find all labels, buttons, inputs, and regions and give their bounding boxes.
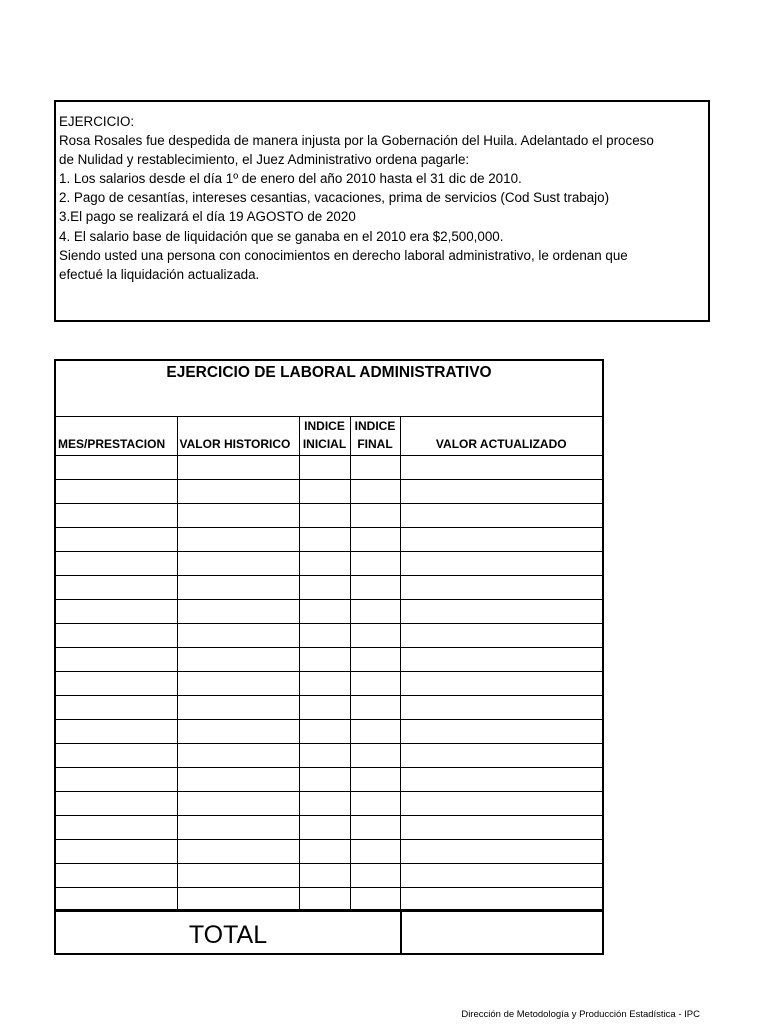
table-cell[interactable] <box>400 480 602 504</box>
table-row <box>56 720 602 744</box>
table-row <box>56 504 602 528</box>
table-cell[interactable] <box>400 864 602 888</box>
indice-final-line-2: FINAL <box>357 437 393 451</box>
table-cell[interactable] <box>56 648 177 672</box>
table-cell[interactable] <box>299 888 350 912</box>
table-cell[interactable] <box>56 744 177 768</box>
table-cell[interactable] <box>350 768 400 792</box>
table-cell[interactable] <box>350 672 400 696</box>
table-row <box>56 816 602 840</box>
table-row <box>56 672 602 696</box>
table-cell[interactable] <box>177 816 299 840</box>
table-cell[interactable] <box>56 480 177 504</box>
table-cell[interactable] <box>400 672 602 696</box>
exercise-line: 4. El salario base de liquidación que se ganaba en el 2010 era $2,500,000. <box>59 228 504 244</box>
table-cell[interactable] <box>299 840 350 864</box>
table-row <box>56 480 602 504</box>
table-cell[interactable] <box>299 504 350 528</box>
exercise-heading: EJERCICIO: <box>59 114 135 129</box>
table-cell[interactable] <box>56 696 177 720</box>
table-cell[interactable] <box>177 600 299 624</box>
table-cell[interactable] <box>350 888 400 912</box>
total-row <box>56 909 602 955</box>
table-cell[interactable] <box>400 768 602 792</box>
exercise-line: efectué la liquidación actualizada. <box>59 266 260 282</box>
table-cell[interactable] <box>177 696 299 720</box>
table-cell[interactable] <box>350 576 400 600</box>
table-cell[interactable] <box>299 816 350 840</box>
table-cell[interactable] <box>299 864 350 888</box>
table-cell[interactable] <box>350 792 400 816</box>
table-cell[interactable] <box>56 888 177 912</box>
table-cell[interactable] <box>299 528 350 552</box>
indice-inicial-line-1: INDICE <box>304 419 345 433</box>
table-cell[interactable] <box>56 528 177 552</box>
table-body <box>56 456 602 912</box>
column-header-mes-prestacion: MES/PRESTACION <box>56 417 177 456</box>
table-cell[interactable] <box>350 552 400 576</box>
table-row <box>56 696 602 720</box>
exercise-line: 2. Pago de cesantías, intereses cesantias, vacaciones, prima de servicios (Cod Sust trabajo) <box>59 190 610 206</box>
table-cell[interactable] <box>299 696 350 720</box>
table-cell[interactable] <box>56 504 177 528</box>
table-cell[interactable] <box>299 552 350 576</box>
table-cell[interactable] <box>400 816 602 840</box>
table-cell[interactable] <box>400 744 602 768</box>
table-cell[interactable] <box>400 600 602 624</box>
table-cell[interactable] <box>299 600 350 624</box>
table-cell[interactable] <box>299 648 350 672</box>
table-cell[interactable] <box>350 696 400 720</box>
column-header-valor-historico: VALOR HISTORICO <box>177 417 299 456</box>
table-row <box>56 456 602 480</box>
table-cell[interactable] <box>177 672 299 696</box>
indice-inicial-line-2: INICIAL <box>302 437 347 451</box>
table-cell[interactable] <box>299 624 350 648</box>
table-cell[interactable] <box>56 456 177 480</box>
table-cell[interactable] <box>299 720 350 744</box>
exercise-line: Siendo usted una persona con conocimientos en derecho laboral administrativo, le ordenan que <box>59 247 628 263</box>
table-cell[interactable] <box>299 456 350 480</box>
table-cell[interactable] <box>177 552 299 576</box>
liquidation-worksheet <box>54 359 604 955</box>
table-cell[interactable] <box>299 792 350 816</box>
table-cell[interactable] <box>400 504 602 528</box>
worksheet-title: EJERCICIO DE LABORAL ADMINISTRATIVO <box>56 361 602 417</box>
table-cell[interactable] <box>350 528 400 552</box>
table-cell[interactable] <box>350 744 400 768</box>
exercise-statement-box <box>54 100 710 322</box>
table-cell[interactable] <box>56 768 177 792</box>
table-cell[interactable] <box>350 456 400 480</box>
table-cell[interactable] <box>299 672 350 696</box>
table-cell[interactable] <box>177 648 299 672</box>
table-cell[interactable] <box>56 576 177 600</box>
table-cell[interactable] <box>400 888 602 912</box>
table-row <box>56 744 602 768</box>
table-cell[interactable] <box>400 552 602 576</box>
column-header-indice-inicial <box>299 417 350 456</box>
table-cell[interactable] <box>400 840 602 864</box>
exercise-line: 3.El pago se realizará el día 19 AGOSTO de 2020 <box>59 209 356 225</box>
table-cell[interactable] <box>400 576 602 600</box>
table-cell[interactable] <box>177 624 299 648</box>
table-cell[interactable] <box>400 648 602 672</box>
exercise-line: 1. Los salarios desde el día 1º de enero del año 2010 hasta el 31 dic de 2010. <box>59 171 522 187</box>
table-cell[interactable] <box>350 504 400 528</box>
table-cell[interactable] <box>177 840 299 864</box>
table-cell[interactable] <box>56 864 177 888</box>
table-cell[interactable] <box>177 720 299 744</box>
table-cell[interactable] <box>56 624 177 648</box>
table-row <box>56 528 602 552</box>
table-cell[interactable] <box>177 504 299 528</box>
table-cell[interactable] <box>350 648 400 672</box>
table-cell[interactable] <box>350 600 400 624</box>
table-cell[interactable] <box>299 576 350 600</box>
table-cell[interactable] <box>177 744 299 768</box>
table-cell[interactable] <box>177 576 299 600</box>
table-cell[interactable] <box>299 744 350 768</box>
table-cell[interactable] <box>56 816 177 840</box>
table-cell[interactable] <box>400 720 602 744</box>
indice-final-line-1: INDICE <box>354 419 396 433</box>
table-row <box>56 888 602 912</box>
table-cell[interactable] <box>350 840 400 864</box>
table-row <box>56 864 602 888</box>
table-cell[interactable] <box>56 552 177 576</box>
liquidation-table <box>56 417 602 912</box>
table-cell[interactable] <box>400 696 602 720</box>
table-row <box>56 600 602 624</box>
table-cell[interactable] <box>350 816 400 840</box>
table-cell[interactable] <box>400 792 602 816</box>
table-row <box>56 552 602 576</box>
table-row <box>56 576 602 600</box>
table-cell[interactable] <box>56 792 177 816</box>
table-cell[interactable] <box>177 792 299 816</box>
table-cell[interactable] <box>350 864 400 888</box>
table-cell[interactable] <box>350 480 400 504</box>
column-header-indice-final <box>350 417 400 456</box>
exercise-line: de Nulidad y restablecimiento, el Juez Administrativo ordena pagarle: <box>59 152 470 168</box>
table-cell[interactable] <box>177 480 299 504</box>
table-cell[interactable] <box>177 768 299 792</box>
table-cell[interactable] <box>56 600 177 624</box>
column-header-valor-actualizado: VALOR ACTUALIZADO <box>400 417 602 456</box>
table-row <box>56 648 602 672</box>
table-cell[interactable] <box>350 720 400 744</box>
table-cell[interactable] <box>400 528 602 552</box>
table-cell[interactable] <box>177 456 299 480</box>
table-cell[interactable] <box>177 528 299 552</box>
table-cell[interactable] <box>400 456 602 480</box>
total-value-cell[interactable] <box>400 911 602 955</box>
table-cell[interactable] <box>177 864 299 888</box>
table-cell[interactable] <box>56 672 177 696</box>
table-row <box>56 768 602 792</box>
table-header-row <box>56 417 602 456</box>
table-cell[interactable] <box>56 840 177 864</box>
table-cell[interactable] <box>350 624 400 648</box>
footer-text: Dirección de Metodología y Producción Estadística - IPC <box>461 1009 700 1020</box>
table-row <box>56 792 602 816</box>
exercise-line: Rosa Rosales fue despedida de manera injusta por la Gobernación del Huila. Adelantado el proceso <box>59 133 654 149</box>
table-cell[interactable] <box>299 480 350 504</box>
table-cell[interactable] <box>177 888 299 912</box>
total-label: TOTAL <box>188 921 268 949</box>
table-cell[interactable] <box>400 624 602 648</box>
table-cell[interactable] <box>56 720 177 744</box>
table-cell[interactable] <box>299 768 350 792</box>
table-row <box>56 840 602 864</box>
table-row <box>56 624 602 648</box>
